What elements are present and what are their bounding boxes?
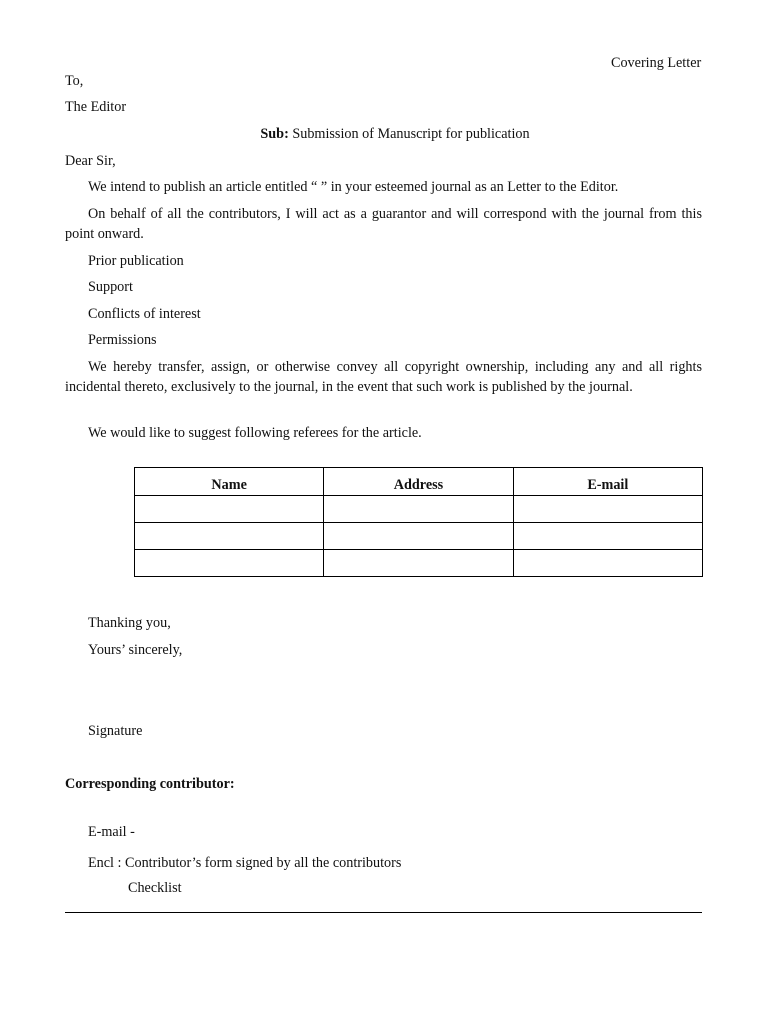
subject-line <box>0 124 768 144</box>
address-editor: The Editor <box>65 99 127 115</box>
table-row <box>135 523 703 550</box>
item-conflicts-of-interest: Conflicts of interest <box>88 306 201 322</box>
table-row <box>135 496 703 523</box>
footer-divider <box>65 912 702 913</box>
closing-thanks: Thanking you, <box>88 615 171 631</box>
paragraph-copyright: We hereby transfer, assign, or otherwise convey all copyright ownership, including any and all rights incidental thereto, exclusively to the journal, in the event that such work is published by the journal. <box>65 359 702 395</box>
subject-text: Submission of Manuscript for publication <box>292 126 530 142</box>
table-cell <box>324 550 513 577</box>
table-cell <box>324 523 513 550</box>
table-cell <box>135 550 324 577</box>
column-header-address: Address <box>324 468 513 496</box>
item-permissions: Permissions <box>88 332 157 348</box>
table-header-row <box>135 468 703 496</box>
enclosure-line-1: Encl : Contributor’s form signed by all the contributors <box>88 855 402 871</box>
table-cell <box>135 523 324 550</box>
column-header-email: E-mail <box>513 468 702 496</box>
signature-label: Signature <box>88 723 143 739</box>
header-label: Covering Letter <box>611 55 702 71</box>
item-prior-publication: Prior publication <box>88 253 184 269</box>
corresponding-email: E-mail - <box>88 824 135 840</box>
table-cell <box>513 550 702 577</box>
address-to: To, <box>65 73 84 89</box>
paragraph-referees: We would like to suggest following referees for the article. <box>88 425 422 441</box>
closing-sincerely: Yours’ sincerely, <box>88 642 183 658</box>
column-header-name: Name <box>135 468 324 496</box>
corresponding-heading: Corresponding contributor: <box>65 776 235 792</box>
table-cell <box>135 496 324 523</box>
table-cell <box>513 496 702 523</box>
referee-table <box>134 467 703 577</box>
paragraph-intent: We intend to publish an article entitled “ ” in your esteemed journal as an Letter to the Editor. <box>88 179 619 195</box>
table-row <box>135 550 703 577</box>
table-cell <box>513 523 702 550</box>
salutation: Dear Sir, <box>65 153 116 169</box>
subject-prefix: Sub: <box>260 126 289 142</box>
item-support: Support <box>88 279 133 295</box>
paragraph-guarantor: On behalf of all the contributors, I will act as a guarantor and will correspond with the journal from this point onward. <box>65 206 702 242</box>
table-cell <box>324 496 513 523</box>
enclosure-line-2: Checklist <box>128 880 182 896</box>
